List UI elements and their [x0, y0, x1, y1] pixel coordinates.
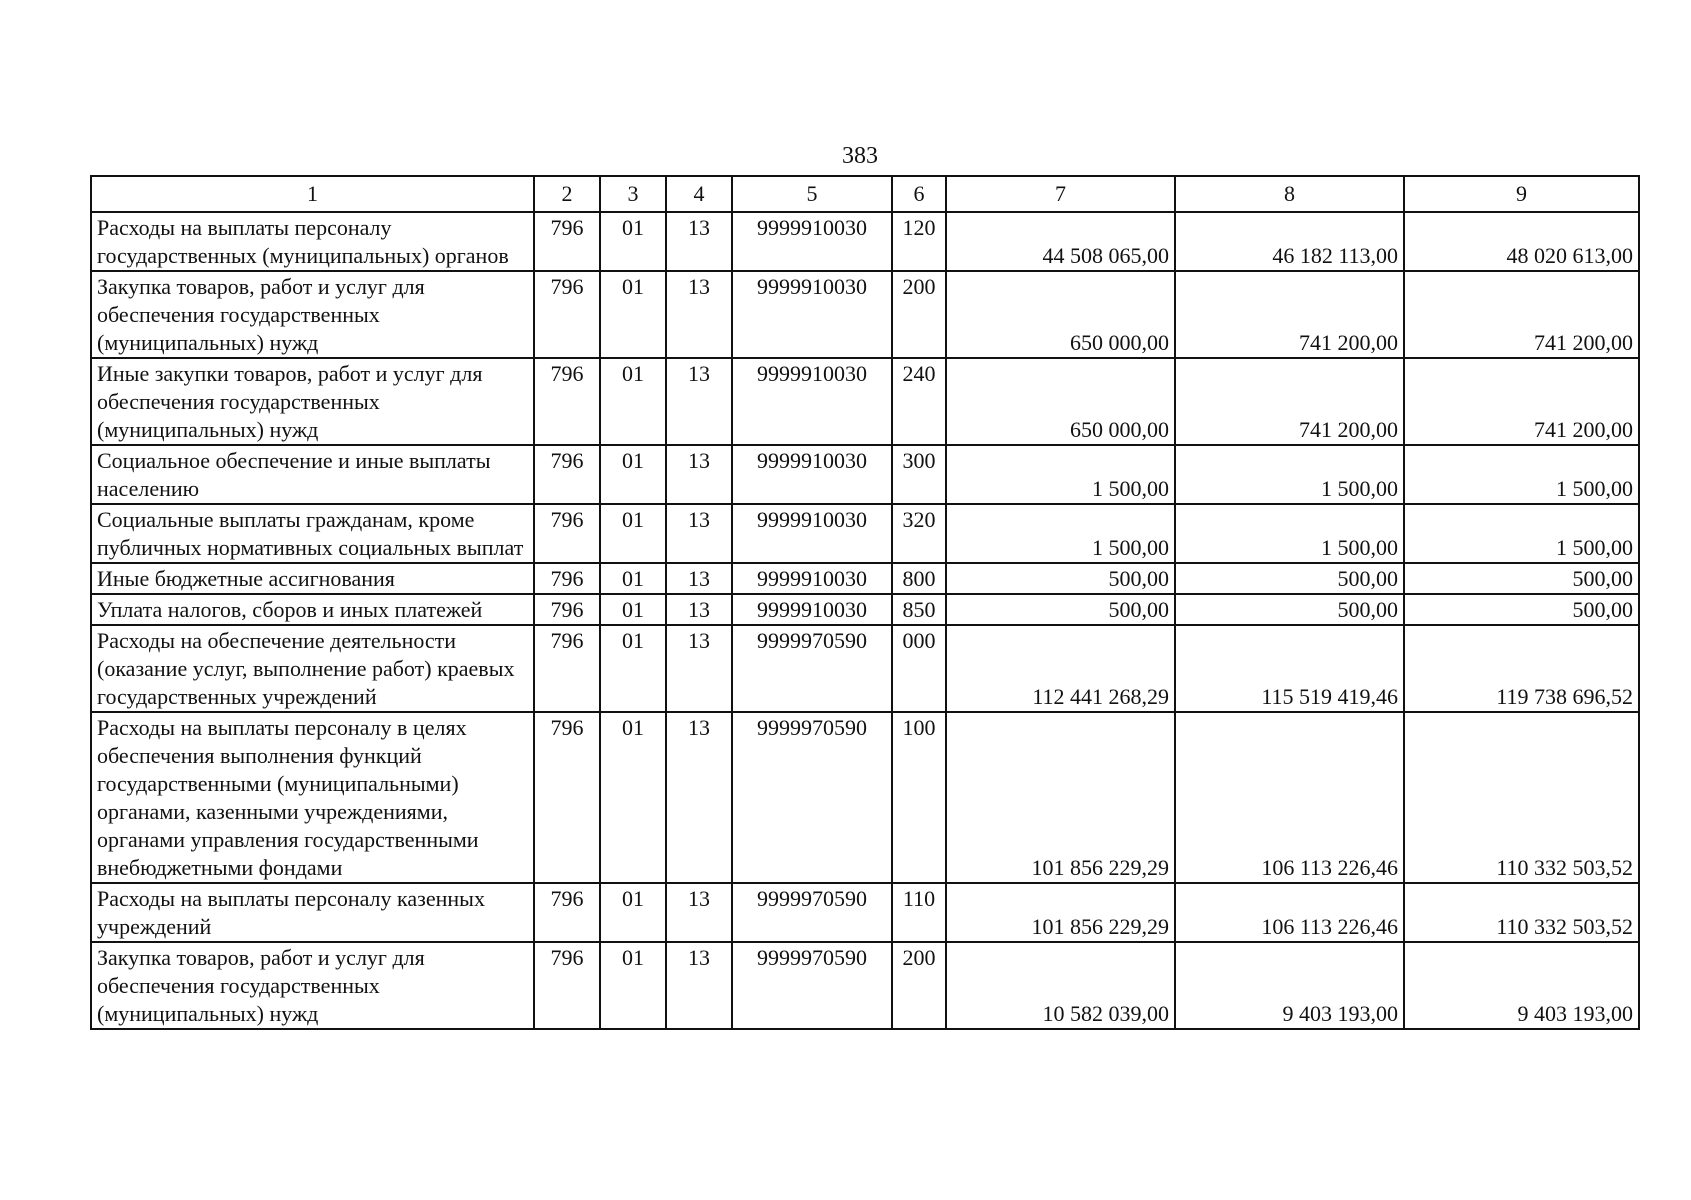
ministry-code: 796: [534, 712, 600, 883]
ministry-code: 796: [534, 271, 600, 358]
subsection-code: 13: [666, 212, 732, 271]
section-code: 01: [600, 883, 666, 942]
expense-name: Уплата налогов, сборов и иных платежей: [91, 594, 534, 625]
expense-type-code: 120: [892, 212, 946, 271]
expense-name: Закупка товаров, работ и услуг для обеспечения государственных (муниципальных) нужд: [91, 942, 534, 1029]
amount-col-8: 106 113 226,46: [1175, 712, 1404, 883]
ministry-code: 796: [534, 358, 600, 445]
amount-col-7: 500,00: [946, 594, 1175, 625]
amount-col-9: 48 020 613,00: [1404, 212, 1639, 271]
subsection-code: 13: [666, 594, 732, 625]
expense-name: Расходы на выплаты персоналу государственных (муниципальных) органов: [91, 212, 534, 271]
target-article-code: 9999910030: [732, 594, 892, 625]
ministry-code: 796: [534, 883, 600, 942]
ministry-code: 796: [534, 594, 600, 625]
subsection-code: 13: [666, 883, 732, 942]
section-code: 01: [600, 942, 666, 1029]
amount-col-8: 1 500,00: [1175, 504, 1404, 563]
expense-type-code: 200: [892, 271, 946, 358]
expense-type-code: 100: [892, 712, 946, 883]
budget-table: [90, 175, 1640, 1030]
amount-col-8: 46 182 113,00: [1175, 212, 1404, 271]
amount-col-7: 500,00: [946, 563, 1175, 594]
subsection-code: 13: [666, 942, 732, 1029]
column-header: 8: [1175, 176, 1404, 212]
target-article-code: 9999910030: [732, 563, 892, 594]
expense-type-code: 850: [892, 594, 946, 625]
expense-name: Социальные выплаты гражданам, кроме публичных нормативных социальных выплат: [91, 504, 534, 563]
amount-col-7: 1 500,00: [946, 445, 1175, 504]
amount-col-8: 741 200,00: [1175, 271, 1404, 358]
amount-col-8: 500,00: [1175, 563, 1404, 594]
column-header: 2: [534, 176, 600, 212]
expense-name: Расходы на обеспечение деятельности (оказание услуг, выполнение работ) краевых государственных учреждений: [91, 625, 534, 712]
amount-col-7: 101 856 229,29: [946, 712, 1175, 883]
target-article-code: 9999910030: [732, 271, 892, 358]
amount-col-7: 101 856 229,29: [946, 883, 1175, 942]
target-article-code: 9999970590: [732, 942, 892, 1029]
column-header: 6: [892, 176, 946, 212]
table-row: [91, 212, 1639, 271]
table-row: [91, 271, 1639, 358]
expense-name: Закупка товаров, работ и услуг для обеспечения государственных (муниципальных) нужд: [91, 271, 534, 358]
target-article-code: 9999910030: [732, 212, 892, 271]
expense-type-code: 300: [892, 445, 946, 504]
target-article-code: 9999970590: [732, 883, 892, 942]
amount-col-7: 44 508 065,00: [946, 212, 1175, 271]
expense-type-code: 200: [892, 942, 946, 1029]
expense-name: Расходы на выплаты персоналу казенных учреждений: [91, 883, 534, 942]
subsection-code: 13: [666, 445, 732, 504]
table-row: [91, 883, 1639, 942]
ministry-code: 796: [534, 504, 600, 563]
target-article-code: 9999970590: [732, 712, 892, 883]
expense-name: Социальное обеспечение и иные выплаты населению: [91, 445, 534, 504]
ministry-code: 796: [534, 942, 600, 1029]
amount-col-8: 741 200,00: [1175, 358, 1404, 445]
amount-col-7: 1 500,00: [946, 504, 1175, 563]
expense-name: Расходы на выплаты персоналу в целях обеспечения выполнения функций государственными (муниципальными) органами, казенными учреждениями, органами управления государственными внебюджетными фондами: [91, 712, 534, 883]
section-code: 01: [600, 625, 666, 712]
section-code: 01: [600, 594, 666, 625]
amount-col-7: 650 000,00: [946, 358, 1175, 445]
expense-type-code: 240: [892, 358, 946, 445]
amount-col-9: 110 332 503,52: [1404, 712, 1639, 883]
section-code: 01: [600, 445, 666, 504]
table-row: [91, 625, 1639, 712]
amount-col-9: 110 332 503,52: [1404, 883, 1639, 942]
section-code: 01: [600, 504, 666, 563]
target-article-code: 9999910030: [732, 445, 892, 504]
amount-col-9: 9 403 193,00: [1404, 942, 1639, 1029]
subsection-code: 13: [666, 712, 732, 883]
section-code: 01: [600, 212, 666, 271]
amount-col-9: 119 738 696,52: [1404, 625, 1639, 712]
target-article-code: 9999910030: [732, 358, 892, 445]
amount-col-9: 500,00: [1404, 594, 1639, 625]
column-header: 9: [1404, 176, 1639, 212]
amount-col-8: 115 519 419,46: [1175, 625, 1404, 712]
subsection-code: 13: [666, 625, 732, 712]
subsection-code: 13: [666, 504, 732, 563]
target-article-code: 9999910030: [732, 504, 892, 563]
table-row: [91, 942, 1639, 1029]
section-code: 01: [600, 712, 666, 883]
amount-col-8: 500,00: [1175, 594, 1404, 625]
table-row: [91, 445, 1639, 504]
amount-col-8: 106 113 226,46: [1175, 883, 1404, 942]
amount-col-9: 1 500,00: [1404, 445, 1639, 504]
expense-name: Иные бюджетные ассигнования: [91, 563, 534, 594]
amount-col-7: 112 441 268,29: [946, 625, 1175, 712]
subsection-code: 13: [666, 563, 732, 594]
amount-col-9: 1 500,00: [1404, 504, 1639, 563]
column-header: 4: [666, 176, 732, 212]
table-row: [91, 712, 1639, 883]
amount-col-8: 1 500,00: [1175, 445, 1404, 504]
ministry-code: 796: [534, 563, 600, 594]
ministry-code: 796: [534, 212, 600, 271]
expense-type-code: 110: [892, 883, 946, 942]
expense-type-code: 800: [892, 563, 946, 594]
amount-col-9: 741 200,00: [1404, 358, 1639, 445]
amount-col-9: 741 200,00: [1404, 271, 1639, 358]
table-header-row: [91, 176, 1639, 212]
amount-col-7: 650 000,00: [946, 271, 1175, 358]
expense-type-code: 000: [892, 625, 946, 712]
amount-col-8: 9 403 193,00: [1175, 942, 1404, 1029]
table-row: [91, 504, 1639, 563]
table-row: [91, 563, 1639, 594]
ministry-code: 796: [534, 625, 600, 712]
table-row: [91, 358, 1639, 445]
column-header: 7: [946, 176, 1175, 212]
amount-col-7: 10 582 039,00: [946, 942, 1175, 1029]
table-row: [91, 594, 1639, 625]
amount-col-9: 500,00: [1404, 563, 1639, 594]
column-header: 3: [600, 176, 666, 212]
section-code: 01: [600, 358, 666, 445]
column-header: 5: [732, 176, 892, 212]
ministry-code: 796: [534, 445, 600, 504]
section-code: 01: [600, 271, 666, 358]
subsection-code: 13: [666, 358, 732, 445]
page-number: 383: [842, 143, 878, 169]
expense-type-code: 320: [892, 504, 946, 563]
target-article-code: 9999970590: [732, 625, 892, 712]
column-header: 1: [91, 176, 534, 212]
subsection-code: 13: [666, 271, 732, 358]
section-code: 01: [600, 563, 666, 594]
expense-name: Иные закупки товаров, работ и услуг для обеспечения государственных (муниципальных) нужд: [91, 358, 534, 445]
